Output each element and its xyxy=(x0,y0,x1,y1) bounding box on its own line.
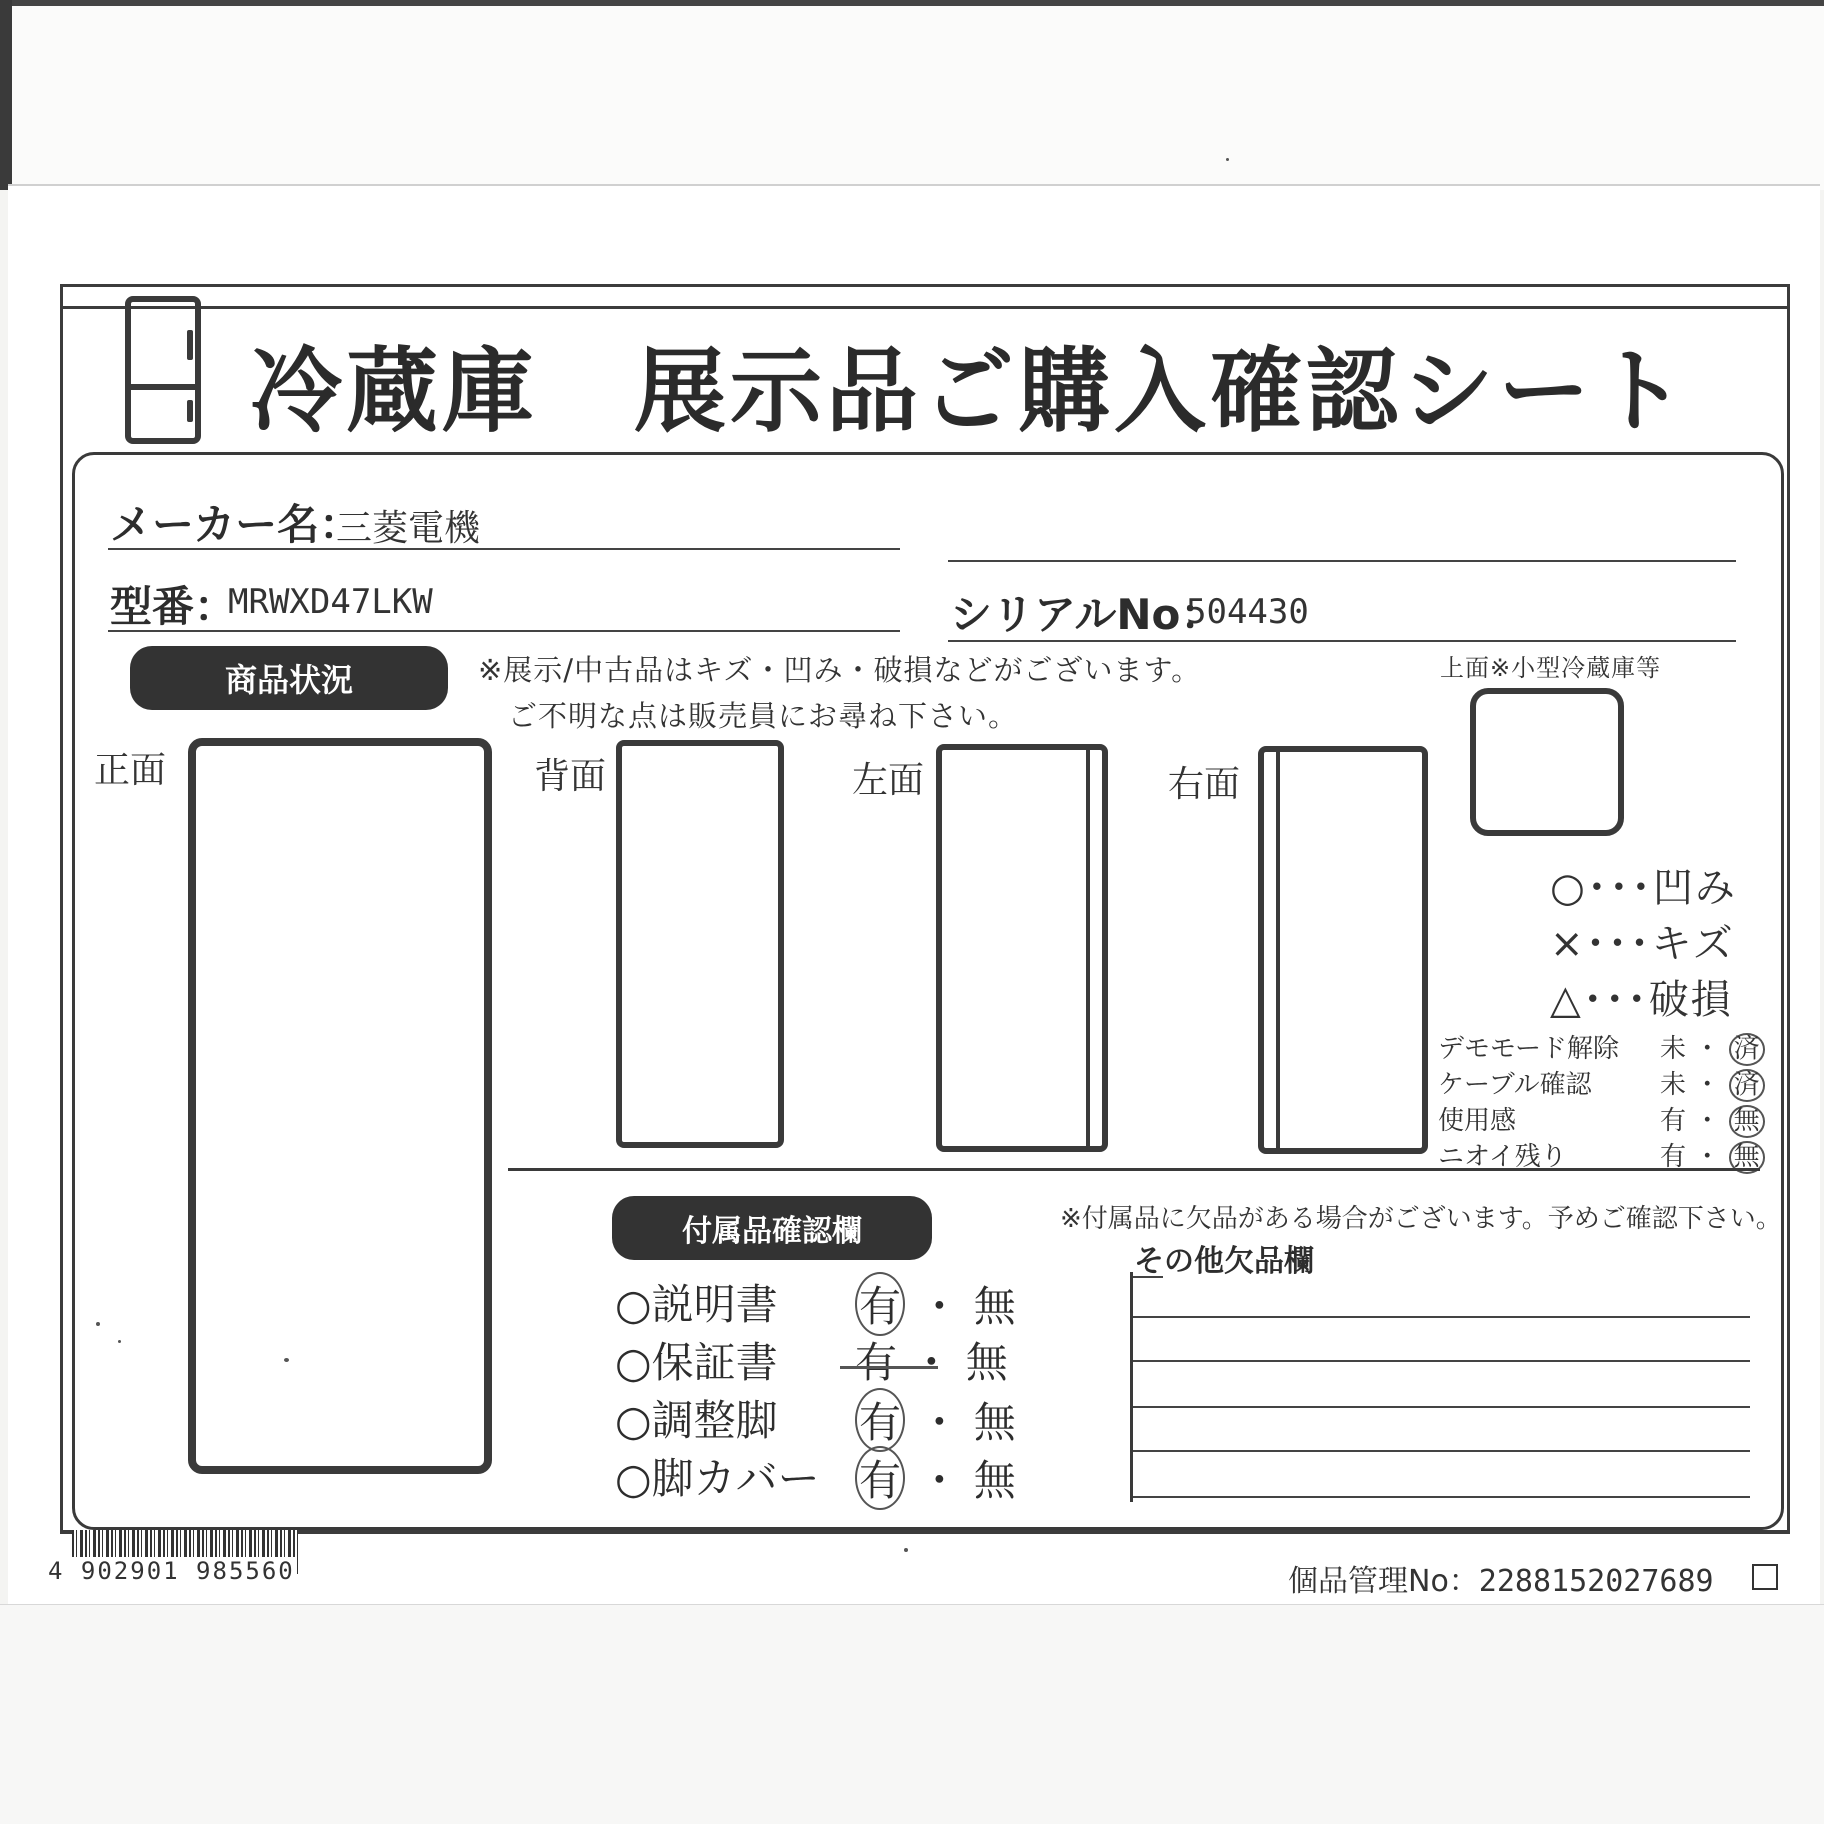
management-value: 2288152027689 xyxy=(1478,1564,1714,1599)
check-odor[interactable]: ニオイ残り 有 ・ 無 xyxy=(1438,1136,1567,1173)
selected-mark: 済 xyxy=(1729,1069,1765,1102)
top-face-label: 上面 xyxy=(1440,654,1490,682)
scan-speck xyxy=(96,1322,100,1326)
header-rule xyxy=(62,306,1790,309)
selected-mark: 無 xyxy=(1729,1105,1765,1138)
accessory-warranty[interactable]: ○保証書 有 ・ 無 xyxy=(615,1338,1008,1387)
refrigerator-icon xyxy=(125,296,201,444)
condition-note-2: ご不明な点は販売員にお尋ね下さい。 xyxy=(508,699,1019,733)
other-missing-lines[interactable] xyxy=(1130,1272,1750,1502)
management-number xyxy=(1288,1556,1714,1600)
maker-label: メーカー名： xyxy=(110,500,362,549)
serial-underline xyxy=(948,640,1736,642)
legend-damage: △･･･破損 xyxy=(1550,977,1733,1023)
accessory-adjuster-feet[interactable]: ○調整脚 有 ・ 無 xyxy=(615,1388,778,1448)
accessory-foot-cover[interactable]: ○脚カバー 有 ・ 無 xyxy=(615,1446,820,1506)
barcode-digits: 4 902901 985560 xyxy=(48,1557,295,1585)
scanner-bed xyxy=(0,1604,1824,1824)
left-label: 左面 xyxy=(852,760,925,801)
back-diagram[interactable] xyxy=(616,740,784,1148)
sheet-title: 冷蔵庫 展示品ご購入確認シート xyxy=(250,338,1691,445)
legend-dent: ○･･･凹み xyxy=(1550,865,1737,911)
selected-mark: 無 xyxy=(1729,1141,1765,1174)
strike-mark: ・ xyxy=(910,1338,953,1387)
right-diagram[interactable] xyxy=(1258,746,1428,1154)
accessories-note: ※付属品に欠品がある場合がございます。予めご確認下さい。 xyxy=(1060,1204,1782,1234)
condition-note-1: ※展示/中古品はキズ・凹み・破損などがございます。 xyxy=(478,653,1202,687)
other-missing-title: その他欠品欄 xyxy=(1134,1244,1314,1279)
accessories-badge: 付属品確認欄 xyxy=(612,1196,932,1260)
right-label: 右面 xyxy=(1168,764,1241,805)
serial-value: 504430 xyxy=(1186,592,1309,632)
scan-speck xyxy=(118,1340,121,1343)
front-label: 正面 xyxy=(94,750,167,791)
serial-label: シリアルNo： xyxy=(950,590,1223,639)
scan-speck xyxy=(1226,158,1229,161)
selected-mark: 有 xyxy=(855,1446,905,1510)
legend-scratch: ×･･･キズ xyxy=(1550,921,1735,967)
back-label: 背面 xyxy=(534,756,607,797)
maker-underline xyxy=(108,548,900,550)
top-label xyxy=(1440,648,1661,683)
scan-edge xyxy=(0,0,12,190)
scan-speck xyxy=(284,1358,289,1362)
front-diagram[interactable] xyxy=(188,738,492,1474)
blank-underline xyxy=(948,560,1736,562)
check-demo-mode[interactable]: デモモード解除 未 ・ 済 xyxy=(1438,1028,1619,1065)
condition-badge: 商品状況 xyxy=(130,646,448,710)
check-usage[interactable]: 使用感 有 ・ 無 xyxy=(1438,1100,1516,1137)
maker-value: 三菱電機 xyxy=(336,508,481,549)
checkbox[interactable] xyxy=(1752,1564,1778,1590)
selected-mark: 有 xyxy=(855,1272,905,1336)
scan-speck xyxy=(904,1548,908,1552)
section-divider xyxy=(508,1168,1760,1171)
selected-mark: 有 xyxy=(855,1388,905,1452)
back-sheet xyxy=(0,0,1824,190)
model-label: 型番： xyxy=(110,582,237,631)
model-underline xyxy=(108,630,900,632)
management-label: 個品管理No： xyxy=(1288,1564,1479,1599)
model-value: MRWXD47LKW xyxy=(228,582,433,622)
selected-mark: 済 xyxy=(1729,1033,1765,1066)
top-diagram[interactable] xyxy=(1470,688,1624,836)
check-cable[interactable]: ケーブル確認 未 ・ 済 xyxy=(1438,1064,1592,1101)
top-face-note: ※小型冷蔵庫等 xyxy=(1490,654,1662,682)
accessory-manual[interactable]: ○説明書 有 ・ 無 xyxy=(615,1272,778,1332)
left-diagram[interactable] xyxy=(936,744,1108,1152)
